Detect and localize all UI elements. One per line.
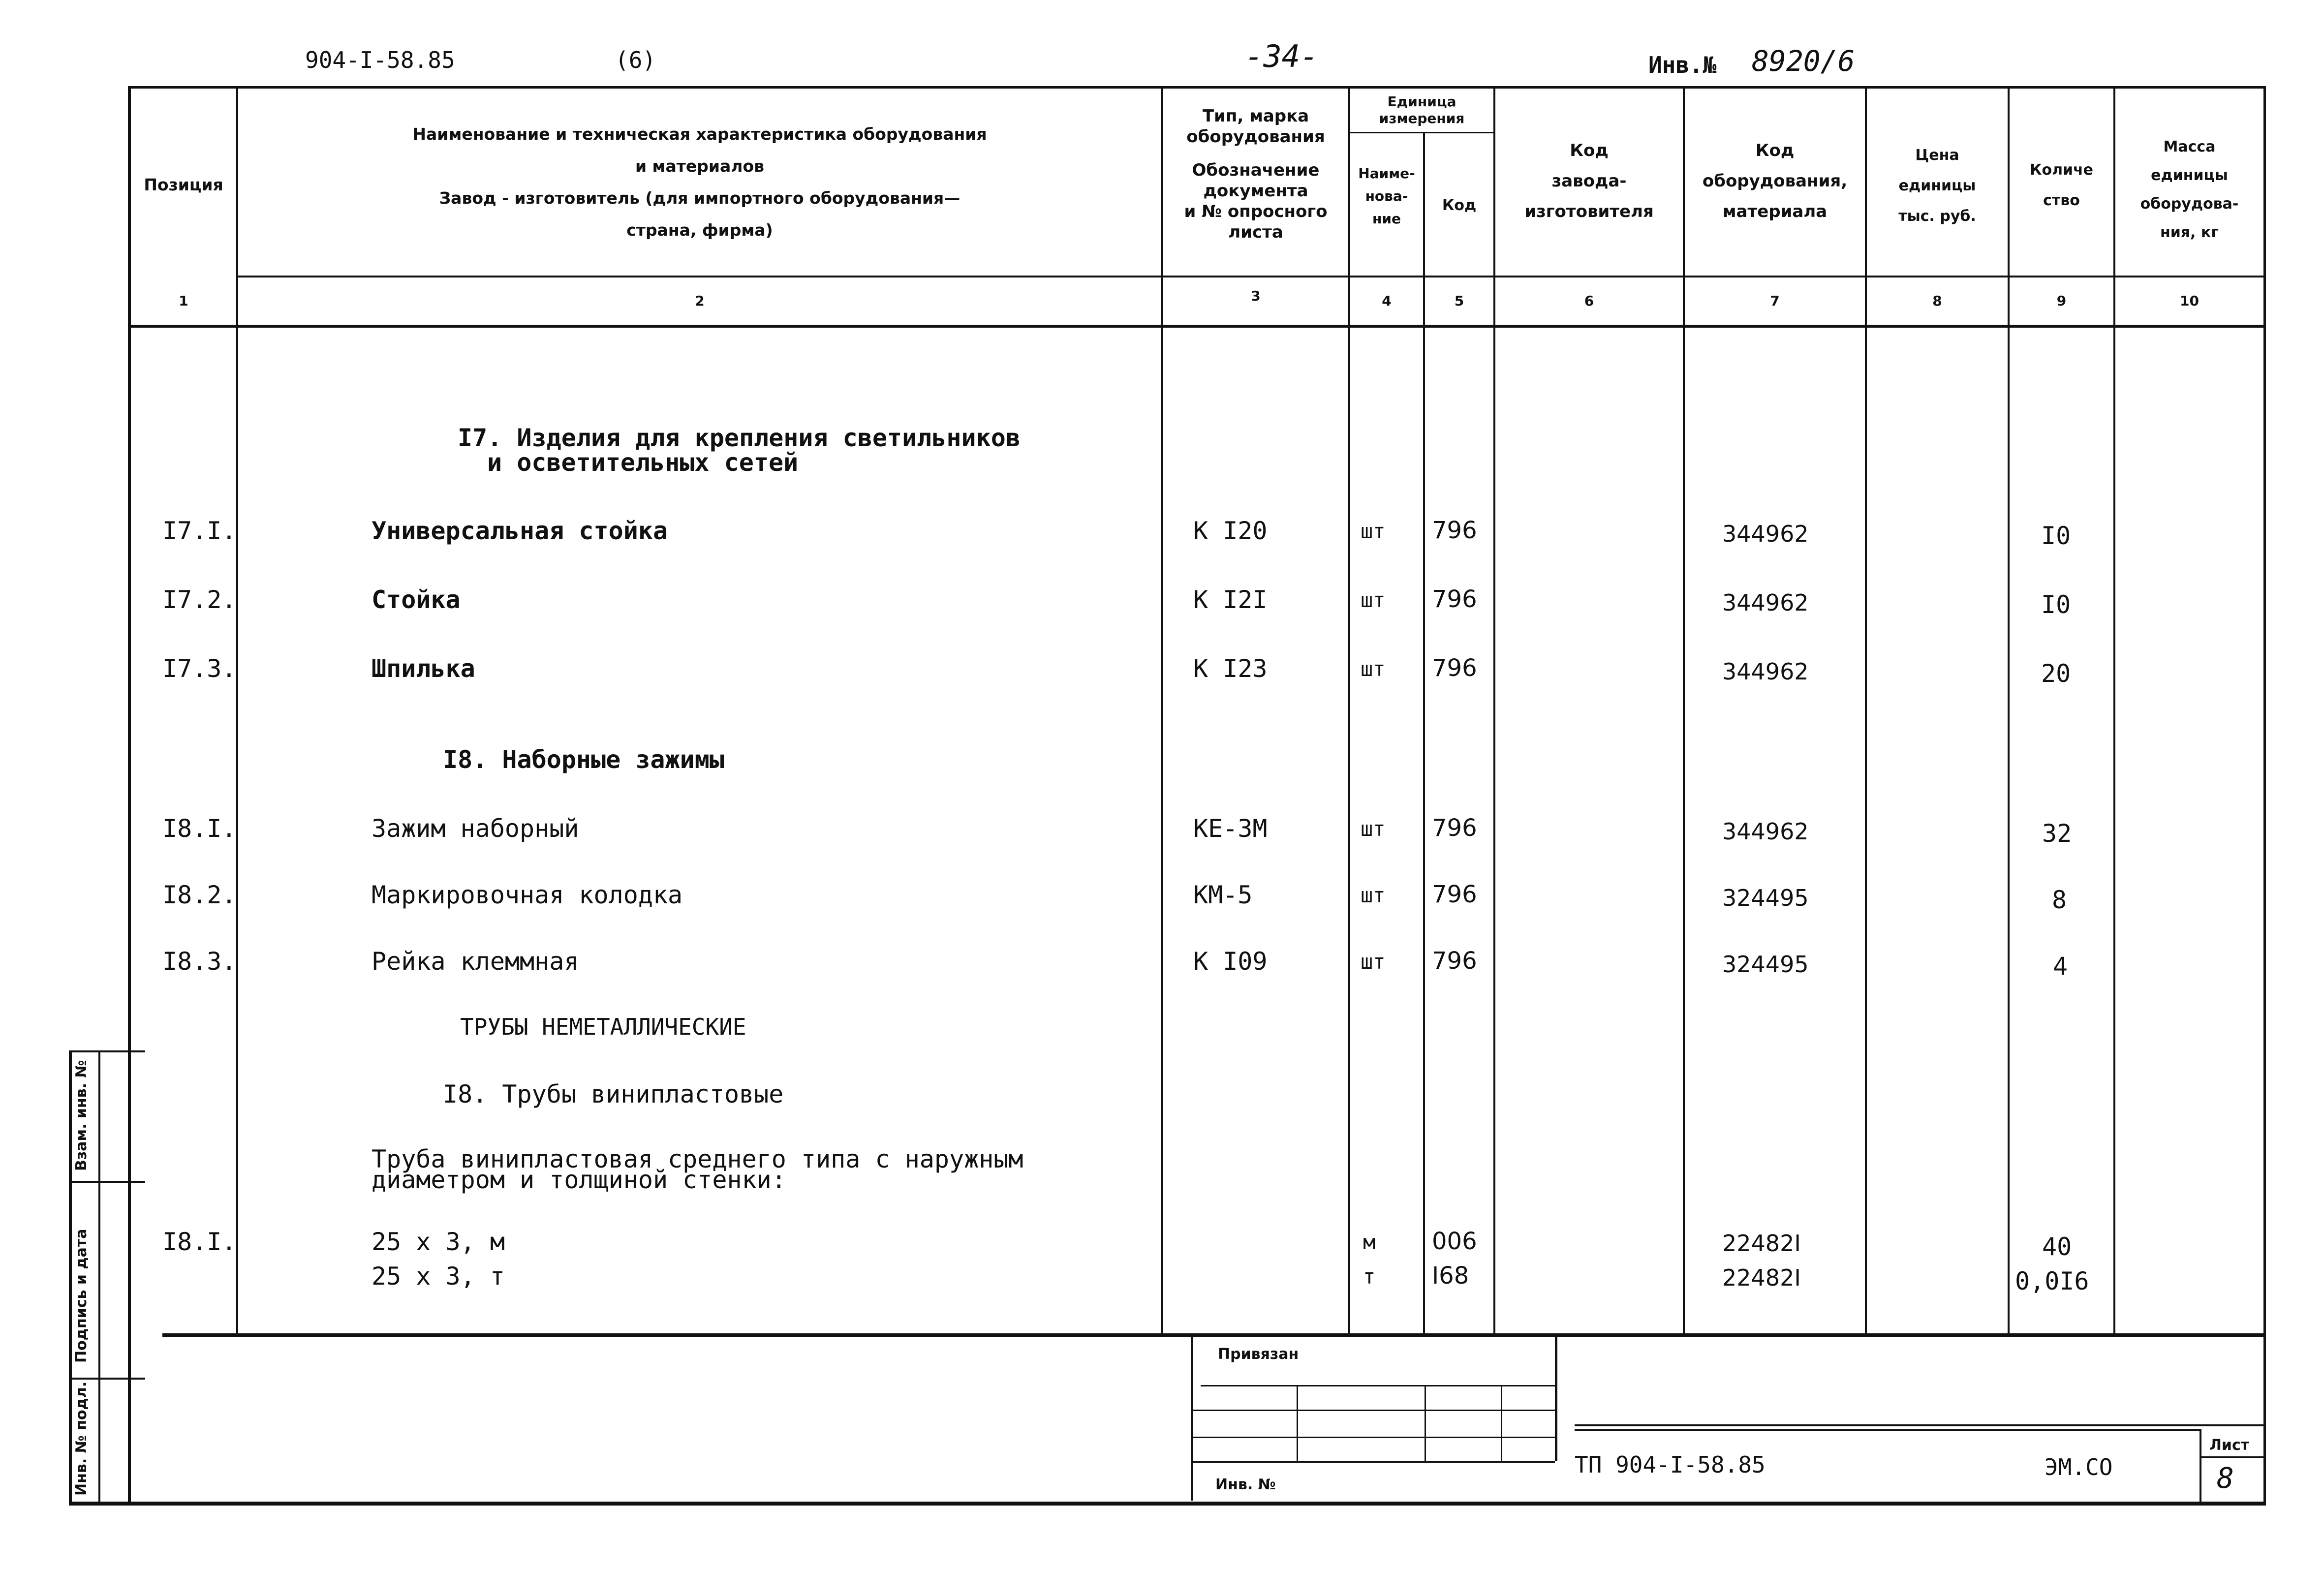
header-mass: Масса единицы оборудова- ния, кг xyxy=(2140,138,2239,241)
col-number: 1 xyxy=(179,293,188,309)
row-quantity: 32 xyxy=(2042,819,2072,848)
row-name: Рейка клеммная xyxy=(372,947,579,976)
col-line-5 xyxy=(1493,86,1495,1333)
col-number: 7 xyxy=(1770,293,1780,309)
col-number: 4 xyxy=(1382,293,1392,309)
header-name: Наименование и техническая характеристика оборудования и материалов Завод - изготовитель (для импортного оборудования— страна, фирма) xyxy=(412,124,987,240)
row-name: Универсальная стойка xyxy=(372,517,668,545)
header-divider xyxy=(236,276,2263,277)
row-type: КМ-5 xyxy=(1193,881,1253,909)
row-unit-code: 796 xyxy=(1432,585,1477,613)
page-number: -34- xyxy=(1245,38,1319,74)
row-position: I8.3. xyxy=(162,947,237,976)
bind-block-right xyxy=(1555,1333,1557,1461)
col-number: 9 xyxy=(2056,293,2067,309)
col-number: 6 xyxy=(1584,293,1594,309)
col-line-2 xyxy=(1161,86,1163,1333)
side-stamp-signature: Подпись и дата xyxy=(73,1229,90,1363)
row-quantity: I0 xyxy=(2041,590,2071,619)
row-type: К I09 xyxy=(1193,947,1268,976)
row-position: I8.I. xyxy=(162,1228,237,1256)
row-name: Зажим наборный xyxy=(372,814,579,843)
row-quantity: I0 xyxy=(2041,522,2071,550)
row-unit: т xyxy=(1363,1264,1376,1289)
row-type: К I2I xyxy=(1193,585,1268,614)
col-number: 10 xyxy=(2180,293,2199,309)
header-material-code: Код оборудования, материала xyxy=(1702,141,1848,221)
row-position: I7.3. xyxy=(162,654,237,683)
row-unit: м xyxy=(1363,1230,1376,1254)
bind-inventory-label: Инв. № xyxy=(1215,1476,1276,1493)
header-position: Позиция xyxy=(144,175,223,194)
col-line-1 xyxy=(236,86,238,1333)
row-unit: шт xyxy=(1361,588,1386,612)
side-stamp-div1 xyxy=(69,1181,145,1183)
inventory-label: Инв.№ xyxy=(1648,52,1717,78)
frame-top xyxy=(128,86,2266,89)
sheet-box-left xyxy=(2200,1429,2201,1503)
col-line-6 xyxy=(1683,86,1685,1333)
side-stamp-top xyxy=(69,1050,145,1052)
row-position: I8.I. xyxy=(162,814,237,843)
row-quantity: 40 xyxy=(2042,1232,2072,1261)
col-line-7 xyxy=(1865,86,1867,1333)
row-material-code: 324495 xyxy=(1722,885,1809,911)
title-doc-mark: ЭМ.СО xyxy=(2045,1454,2113,1480)
row-unit-code: 796 xyxy=(1432,814,1477,842)
header-unit-name: Наиме- нова- ние xyxy=(1358,165,1415,227)
side-stamp-original-inv: Инв. № подл. xyxy=(73,1381,90,1496)
side-stamp-div2 xyxy=(69,1378,145,1380)
row-position: I7.2. xyxy=(162,585,237,614)
section-title-18: I8. Наборные зажимы xyxy=(443,745,724,774)
row-material-code: 344962 xyxy=(1722,589,1809,616)
col-line-8 xyxy=(2008,86,2010,1333)
row-unit: шт xyxy=(1361,950,1386,974)
sheet-number: 8 xyxy=(2217,1461,2234,1495)
side-stamp-mid xyxy=(98,1050,100,1506)
side-stamp-left xyxy=(69,1050,72,1506)
header-price: Цена единицы тыс. руб. xyxy=(1898,147,1976,225)
row-quantity: 0,0I6 xyxy=(2015,1267,2089,1295)
doc-code: 904-I-58.85 xyxy=(305,47,455,73)
title-block-line-2 xyxy=(1575,1429,2200,1431)
sheet-box-mid xyxy=(2200,1456,2266,1458)
row-unit-code: 796 xyxy=(1432,881,1477,908)
bind-col-2 xyxy=(1425,1385,1426,1461)
col-number: 8 xyxy=(1932,293,1942,309)
col-line-9 xyxy=(2113,86,2115,1333)
bind-col-3 xyxy=(1501,1385,1502,1461)
unit-divider xyxy=(1348,132,1493,133)
side-stamp-replace-inv: Взам. инв. № xyxy=(73,1060,90,1171)
row-unit-code: 796 xyxy=(1432,654,1477,682)
header-type: Тип, марка оборудования Обозначение документа и № опросного листа xyxy=(1184,106,1328,242)
row-name: Маркировочная колодка xyxy=(372,881,683,909)
col-line-3 xyxy=(1348,86,1350,1333)
row-material-code: 324495 xyxy=(1722,951,1809,978)
row-name: 25 х 3, т xyxy=(372,1262,505,1291)
row-type: К I23 xyxy=(1193,654,1268,683)
header-unit-title: Единица измерения xyxy=(1379,93,1465,126)
row-unit-code: 796 xyxy=(1432,517,1477,544)
row-material-code: 344962 xyxy=(1722,818,1809,845)
frame-bottom xyxy=(69,1502,2266,1506)
row-material-code: 344962 xyxy=(1722,658,1809,685)
row-name: Стойка xyxy=(372,585,461,614)
header-quantity: Количе ство xyxy=(2029,161,2094,209)
row-material-code: 22482I xyxy=(1722,1264,1801,1291)
header-factory-code: Код завода- изготовителя xyxy=(1524,141,1654,221)
row-position: I7.I. xyxy=(162,517,237,545)
row-name: 25 х 3, м xyxy=(372,1228,505,1256)
row-unit: шт xyxy=(1361,817,1386,841)
section-title-18-pipes: I8. Трубы винипластовые xyxy=(443,1080,784,1108)
stamp-top-line xyxy=(162,1333,2263,1337)
bind-block-left xyxy=(1191,1333,1193,1501)
row-type: К I20 xyxy=(1193,517,1268,545)
row-quantity: 20 xyxy=(2041,659,2071,688)
pipes-heading: ТРУБЫ НЕМЕТАЛЛИЧЕСКИЕ xyxy=(460,1014,746,1040)
row-quantity: 4 xyxy=(2053,952,2068,981)
sheet-label: Лист xyxy=(2209,1437,2250,1454)
pipe-description: Труба винипластовая среднего типа с наружным диаметром и толщиной стенки: xyxy=(372,1145,1023,1194)
row-unit-code: 796 xyxy=(1432,947,1477,975)
bind-label: Привязан xyxy=(1218,1346,1299,1363)
row-material-code: 22482I xyxy=(1722,1230,1801,1257)
col-number: 3 xyxy=(1251,288,1261,304)
row-type: КЕ-3М xyxy=(1193,814,1268,843)
row-unit: шт xyxy=(1361,657,1386,681)
row-material-code: 344962 xyxy=(1722,521,1809,547)
col-line-4 xyxy=(1423,132,1425,1333)
row-unit: шт xyxy=(1361,883,1386,907)
header-unit-code: Код xyxy=(1442,197,1477,214)
col-number: 5 xyxy=(1454,293,1464,309)
colnum-divider xyxy=(131,325,2263,328)
section-title-17: I7. Изделия для крепления светильников и осветительных сетей xyxy=(458,424,1021,477)
bind-row-4 xyxy=(1193,1461,1555,1463)
row-unit-code: I68 xyxy=(1432,1262,1469,1290)
bind-col-1 xyxy=(1297,1385,1298,1461)
row-position: I8.2. xyxy=(162,881,237,909)
title-block-line xyxy=(1575,1424,2263,1426)
title-doc-code: ТП 904-I-58.85 xyxy=(1575,1451,1766,1478)
row-name: Шпилька xyxy=(372,654,475,683)
sheet-part: (6) xyxy=(615,47,656,73)
row-unit-code: 006 xyxy=(1432,1228,1477,1255)
row-unit: шт xyxy=(1361,519,1386,543)
frame-right xyxy=(2263,86,2266,1503)
row-quantity: 8 xyxy=(2052,886,2067,914)
inventory-value: 8920/6 xyxy=(1752,44,1855,78)
col-number: 2 xyxy=(695,293,705,309)
